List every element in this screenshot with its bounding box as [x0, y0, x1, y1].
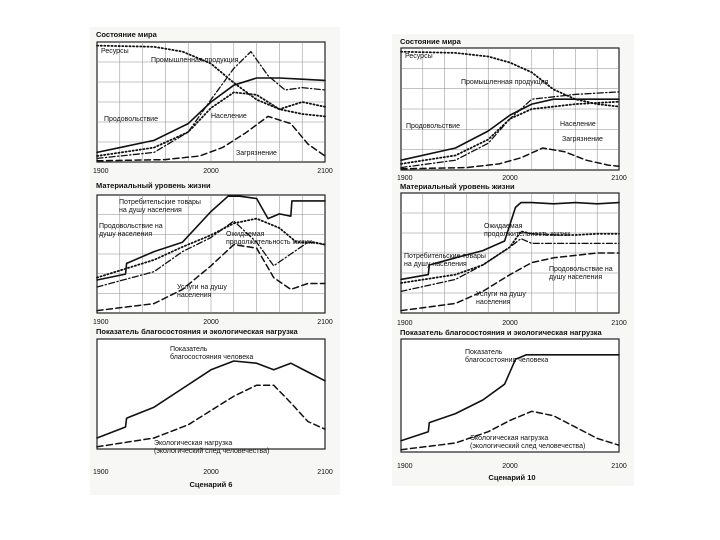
- series-label: Ожидаемая продолжительность жизни: [484, 223, 571, 238]
- chart-panel: [397, 37, 627, 182]
- chart-panel: [93, 181, 333, 326]
- scenario-1: [93, 30, 333, 489]
- series-label: Экологическая нагрузка (экологический след человечества): [470, 435, 586, 450]
- x-tick-label: 1900: [93, 319, 109, 326]
- series-label: Ожидаемая продолжительность жизни: [226, 231, 313, 246]
- series-label: Показатель благосостояния человека: [465, 349, 549, 364]
- chart-panel: [397, 328, 627, 470]
- x-tick-label: 2100: [611, 463, 627, 470]
- series-label: Продовольствие: [104, 116, 158, 123]
- series-label: Население: [560, 121, 596, 128]
- series-label: Промышленная продукция: [461, 79, 549, 86]
- chart-panel: [93, 30, 333, 175]
- panel-title: Материальный уровень жизни: [96, 181, 211, 190]
- series-label: Экологическая нагрузка (экологический след человечества): [154, 440, 270, 455]
- panel-title: Состояние мира: [400, 37, 461, 46]
- x-tick-label: 1900: [93, 168, 109, 175]
- chart-panel: [397, 182, 627, 327]
- series-label: Потребительские товары на душу населения: [404, 253, 486, 268]
- panel-title: Материальный уровень жизни: [400, 182, 515, 191]
- series-label: Загрязнение: [562, 136, 603, 143]
- x-tick-label: 2000: [502, 175, 518, 182]
- series-label: Продовольствие на душу населения: [549, 266, 613, 281]
- series-label: Продовольствие: [406, 123, 460, 130]
- series-label: Ресурсы: [101, 48, 129, 55]
- x-tick-label: 2100: [611, 320, 627, 327]
- series-label: Услуги на душу населения: [476, 291, 526, 306]
- x-tick-label: 2100: [317, 319, 333, 326]
- x-tick-label: 1900: [93, 469, 109, 476]
- x-tick-label: 2100: [611, 175, 627, 182]
- x-tick-label: 2000: [203, 469, 219, 476]
- x-tick-label: 2100: [317, 168, 333, 175]
- x-tick-label: 1900: [397, 463, 413, 470]
- scenario-label: Сценарий 10: [488, 473, 536, 482]
- x-tick-label: 1900: [397, 320, 413, 327]
- x-tick-label: 1900: [397, 175, 413, 182]
- series-label: Услуги на душу населения: [177, 284, 227, 299]
- panel-title: Показатель благосостояния и экологическая нагрузка: [96, 327, 298, 336]
- x-tick-label: 2100: [317, 469, 333, 476]
- scenario-2: [397, 37, 627, 482]
- series-label: Население: [211, 113, 247, 120]
- x-tick-label: 2000: [203, 319, 219, 326]
- panel-title: Состояние мира: [96, 30, 157, 39]
- series-label: Продовольствие на душу населения: [99, 223, 163, 238]
- series-label: Загрязнение: [236, 150, 277, 157]
- scenario-label: Сценарий 6: [189, 480, 233, 489]
- series-label: Промышленная продукция: [151, 57, 239, 64]
- series-label: Показатель благосостояния человека: [170, 346, 254, 361]
- series-label: Ресурсы: [405, 53, 433, 60]
- x-tick-label: 2000: [502, 320, 518, 327]
- panel-title: Показатель благосостояния и экологическая нагрузка: [400, 328, 602, 337]
- x-tick-label: 2000: [502, 463, 518, 470]
- x-tick-label: 2000: [203, 168, 219, 175]
- series-label: Потребительские товары на душу населения: [119, 199, 201, 214]
